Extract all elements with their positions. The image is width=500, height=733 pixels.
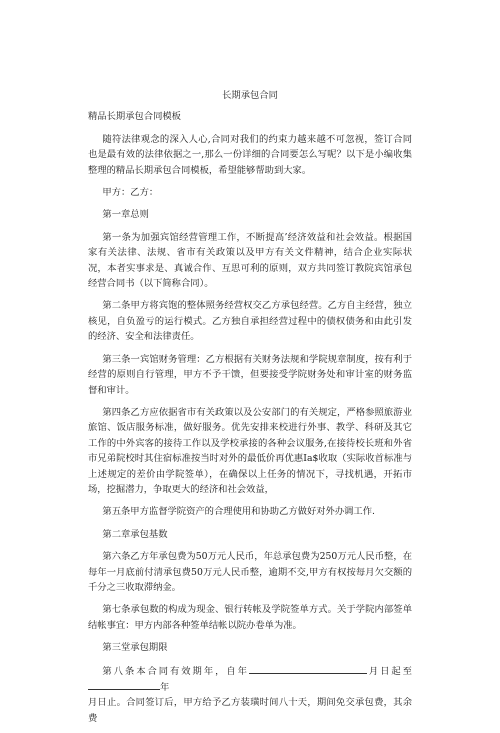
article-3: 第三条一宾馆财务管理：乙方根据有关财务法规和学院规章制度，按有利于经营的原则自行管理，甲方不予干馈，但要接受学院财务处和审计室的财务监督和审计。 xyxy=(88,353,412,396)
article-1: 第一条为加强宾馆经营管理工作，不断提高’经济效益和社会效益。根据国家有关法律、法规、省市有关政策以及甲方有关文件精神，结合企业实际状况，本者实事求是、真诚合作、互思可利的原则，双方共同签订教院宾馆承包经营合同书（以下简称合同）。 xyxy=(88,231,412,290)
article-8-part-c: 年 xyxy=(160,682,170,693)
article-6: 第六条乙方年承包费为50万元人民币，年总承包费为250万元人民币整，在每年一月底前付清承包费50万元人民币整，逾期不交,甲方有权按每月欠交额的千分之三收取滞纳金。 xyxy=(88,551,412,593)
chapter-3-heading: 第三堂承包期限 xyxy=(102,642,168,654)
blank-underline xyxy=(249,663,367,674)
parties-line: 甲方：乙方： xyxy=(102,187,159,199)
article-8-part-b: 月日起至 xyxy=(366,665,412,677)
document-body xyxy=(88,88,412,733)
article-5: 第五条甲方监督学院资产的合理使用和协助乙方做好对外办调工作. xyxy=(102,506,375,518)
chapter-1-heading: 第一章总则 xyxy=(102,209,149,221)
article-7: 第七条承包数的构成为现金、银行转帐及学院签单方式。关于学院内部签单结帐事宜：甲方内部各种签单结帐以院办卷单为准。 xyxy=(88,604,412,631)
document-title: 长期承包合同 xyxy=(222,90,278,101)
document-subtitle: 精品长期承包合同模板 xyxy=(88,111,181,123)
chapter-2-heading: 第二章承包基数 xyxy=(102,528,168,540)
article-4: 第四条乙方应依据省市有关政策以及公安部门的有关规定，严格参照旅游业旅馆、饭店服务标准，做好服务。优先安排来校进行外事、教学、科研及其它工作的中外宾客的接待工作以及学校承接的各种会议服务,在接待校长班和外省市兄弟院校时其住宿标准按当时对外的最低价再优惠Ia$收取（实际收首标准与上述规定的差价由学院签单），在确保以上任务的情况下，寻找机遇，开拓市场，挖掘潜力，争取更大的经济和社会效益， xyxy=(88,406,412,495)
article-8 xyxy=(88,663,412,727)
intro-paragraph: 随符法律观念的深入人心,合同对我们的约束力越来越不可忽视，签订合同也是最有效的法律依据之一,那么一份详细的合同要怎么写呢？以下是小编收集整理的精品长期承包合同模板，希望能够帮助到大家。 xyxy=(88,133,412,176)
article-2: 第二条甲方将宾饱的整体照务经营权交乙方承包经营。乙方自主经营，独立核见，自负盈亏的运行模式。乙方独自承担经营过程中的债权债务和由此引发的经济、安全和法律责任。 xyxy=(88,300,412,343)
blank-underline xyxy=(88,679,160,690)
article-8-part-d: 月日止。合同签订后，甲方给予乙方装璜时间八十天，期间免交承包费，其余费 xyxy=(88,697,412,724)
article-8-part-a: 第八条本合同有效期年，自年 xyxy=(102,665,249,677)
